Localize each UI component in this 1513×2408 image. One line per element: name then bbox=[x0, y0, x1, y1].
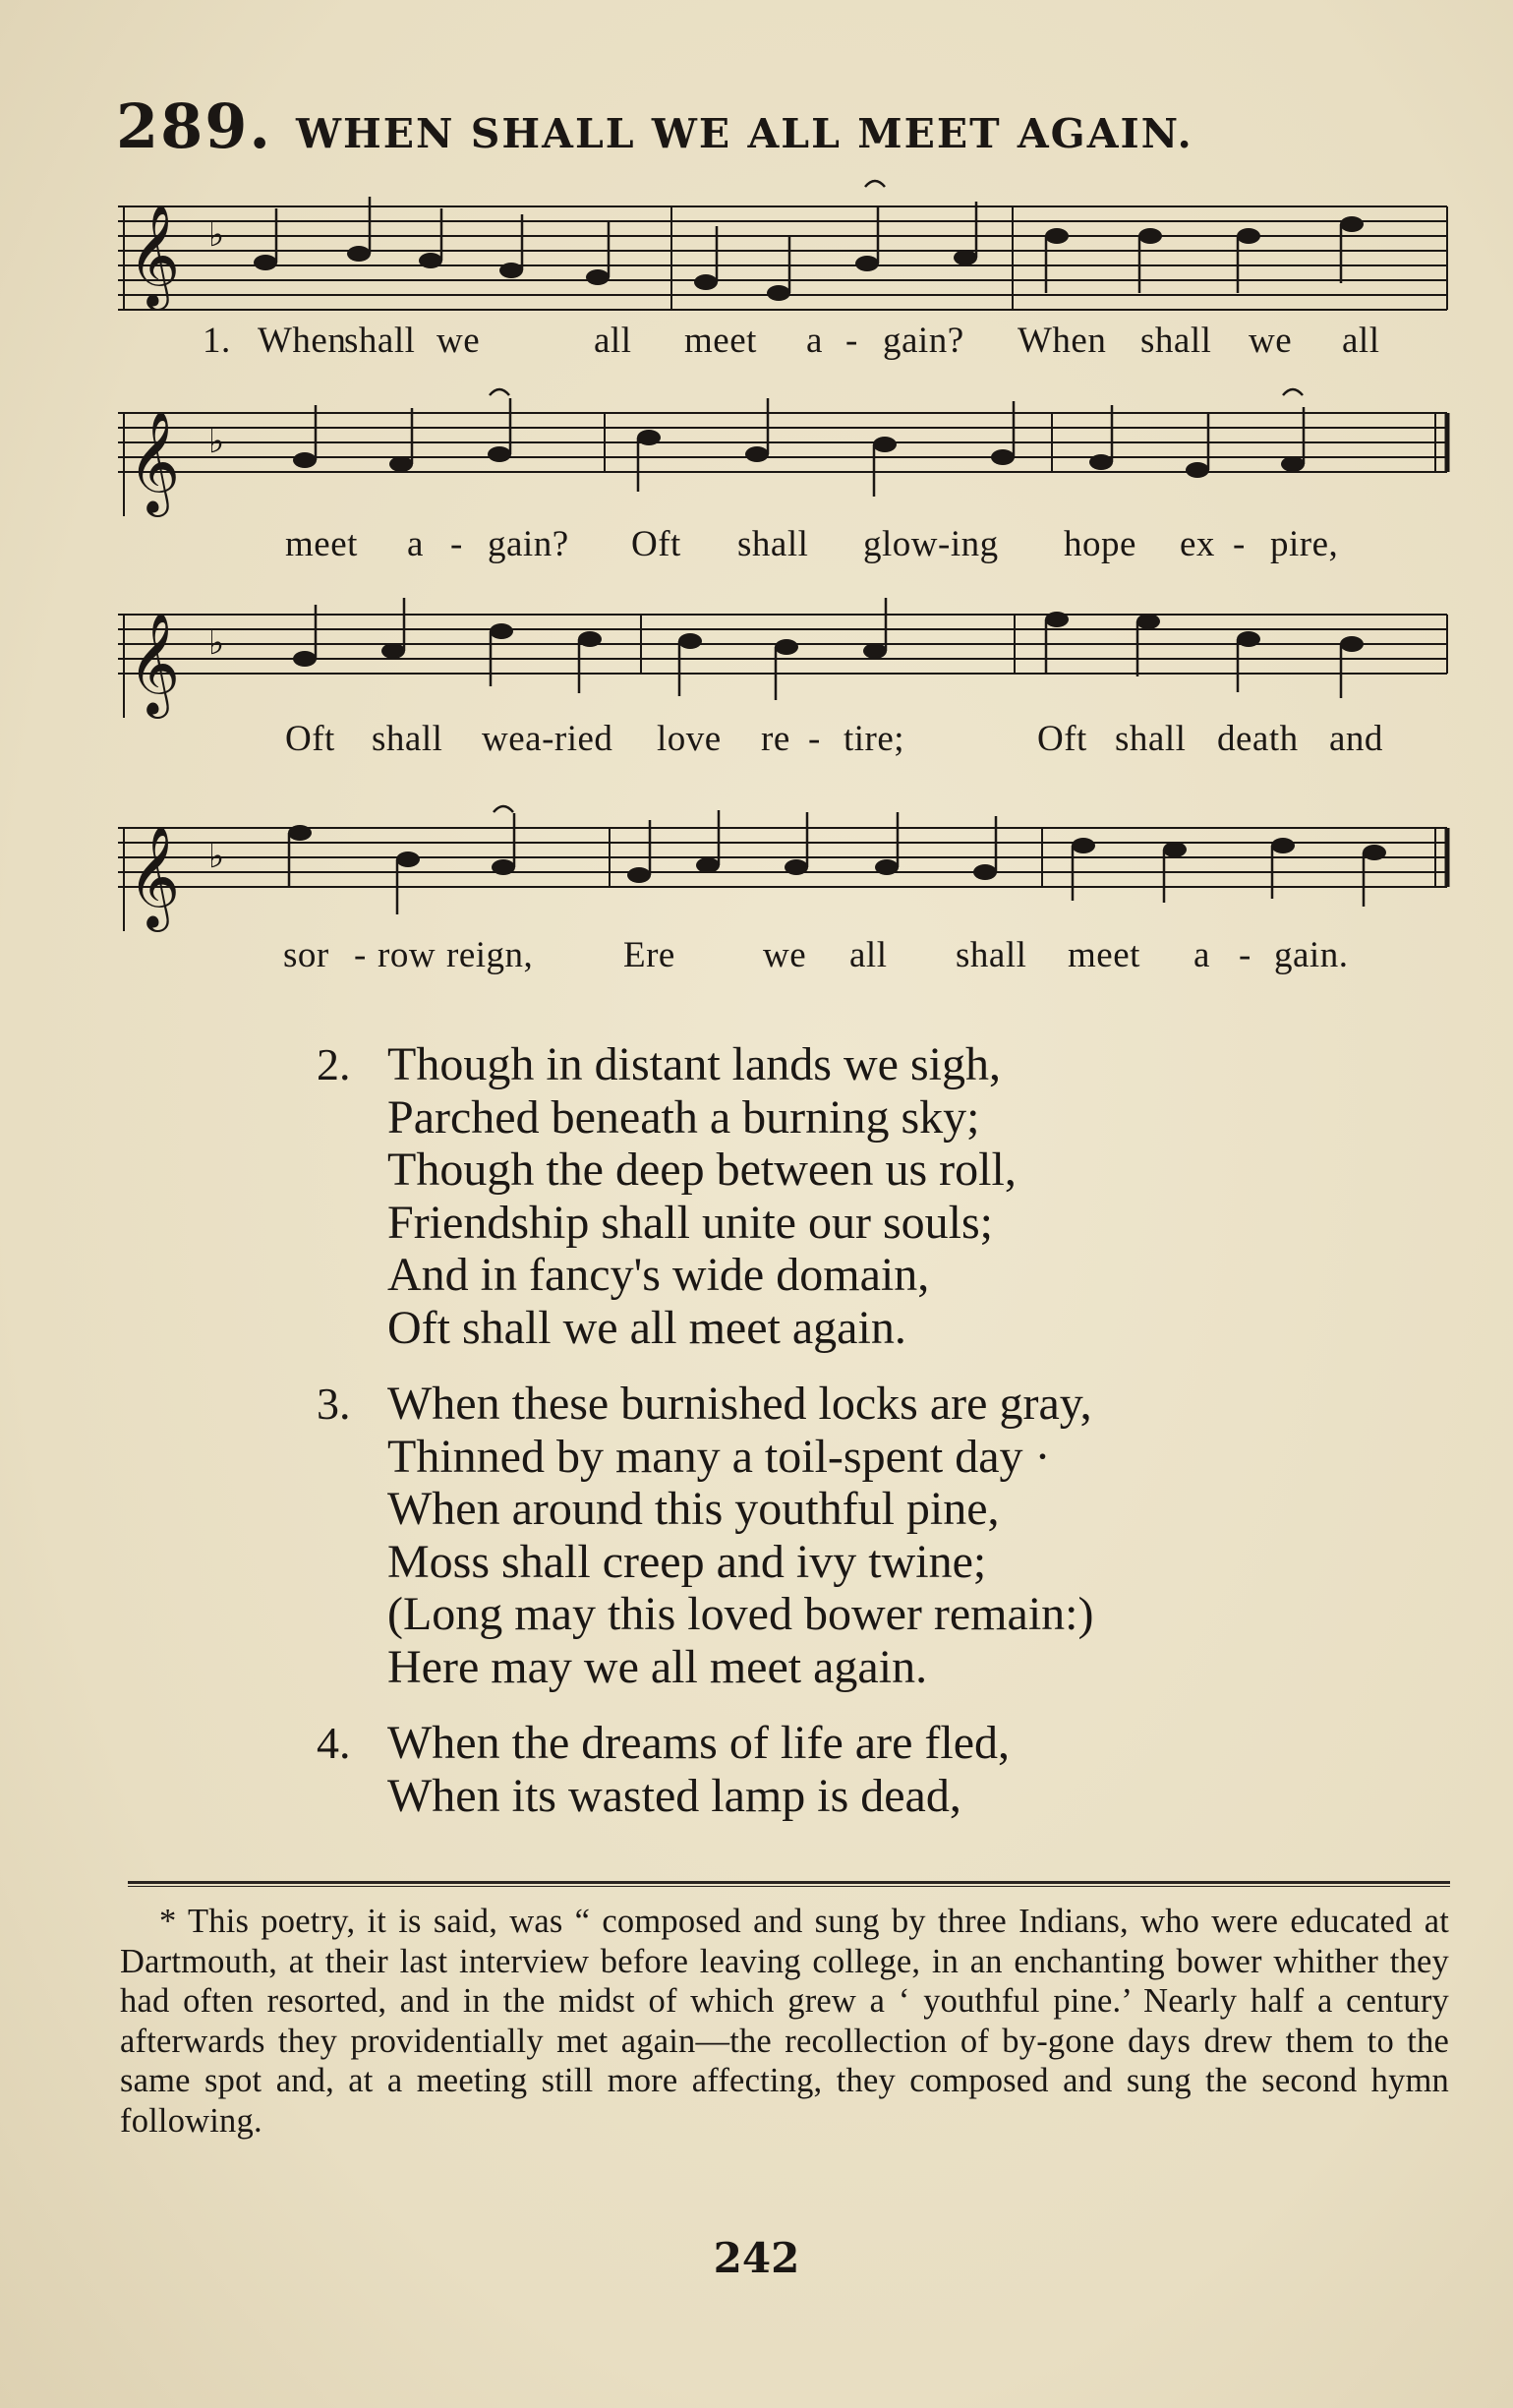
lyric-syllable: sor bbox=[283, 935, 329, 975]
hymn-number: 289. bbox=[116, 90, 273, 162]
page-number: 242 bbox=[713, 2234, 800, 2282]
lyrics-line-3 bbox=[118, 718, 1455, 763]
music-system-4 bbox=[118, 798, 1455, 995]
staff-2 bbox=[118, 383, 1455, 541]
lyric-syllable: - bbox=[1233, 524, 1246, 564]
lyric-syllable: - bbox=[1239, 935, 1251, 975]
verse-line: Oft shall we all meet again. bbox=[387, 1301, 906, 1354]
hymn-heading bbox=[116, 90, 1193, 162]
lyric-syllable: meet bbox=[1068, 935, 1140, 975]
svg-text:𝄞: 𝄞 bbox=[128, 410, 181, 513]
lyric-syllable: - bbox=[808, 719, 821, 759]
lyric-syllable: shall bbox=[372, 719, 443, 759]
footnote-divider bbox=[128, 1881, 1450, 1887]
lyric-syllable: Oft bbox=[631, 524, 681, 564]
lyric-syllable: shall bbox=[1115, 719, 1187, 759]
verse-number: 4. bbox=[317, 1718, 351, 1768]
hymn-title: WHEN SHALL WE ALL MEET AGAIN. bbox=[296, 110, 1193, 157]
verse-line: Though in distant lands we sigh, bbox=[387, 1038, 1001, 1090]
verse-number: 3. bbox=[317, 1379, 351, 1429]
verse-line: When its wasted lamp is dead, bbox=[387, 1769, 961, 1822]
lyric-syllable: a bbox=[1193, 935, 1210, 975]
svg-text:♭: ♭ bbox=[208, 215, 225, 255]
verse-line: When the dreams of life are fled, bbox=[387, 1717, 1011, 1769]
verse-line: Here may we all meet again. bbox=[387, 1640, 928, 1693]
lyric-syllable: meet bbox=[285, 524, 358, 564]
verses bbox=[317, 1038, 1398, 1846]
lyric-syllable: all bbox=[594, 321, 632, 361]
lyric-syllable: tire; bbox=[844, 719, 905, 759]
svg-text:♭: ♭ bbox=[208, 837, 225, 876]
verse-line: Thinned by many a toil-spent day · bbox=[387, 1430, 1051, 1483]
verse-2 bbox=[317, 1038, 1398, 1354]
lyric-syllable: gain? bbox=[883, 321, 964, 361]
lyric-syllable: shall bbox=[956, 935, 1027, 975]
staff-4 bbox=[118, 798, 1455, 956]
lyric-syllable: we bbox=[436, 321, 481, 361]
lyric-syllable: Oft bbox=[285, 719, 335, 759]
music-system-2 bbox=[118, 383, 1455, 580]
lyric-syllable: pire, bbox=[1270, 524, 1339, 564]
lyric-syllable: meet bbox=[684, 321, 757, 361]
lyric-syllable: all bbox=[849, 935, 888, 975]
lyrics-line-1 bbox=[118, 320, 1455, 365]
staff-1 bbox=[118, 177, 1455, 334]
lyric-syllable: - bbox=[450, 524, 463, 564]
verse-line: When around this youthful pine, bbox=[387, 1483, 1000, 1535]
music-system-3 bbox=[118, 590, 1455, 787]
lyric-syllable: death bbox=[1217, 719, 1299, 759]
lyrics-line-2 bbox=[118, 523, 1455, 568]
lyric-syllable: Oft bbox=[1037, 719, 1087, 759]
lyric-syllable: shall bbox=[344, 321, 416, 361]
lyric-syllable: reign, bbox=[446, 935, 534, 975]
lyric-syllable: gain? bbox=[488, 524, 569, 564]
svg-text:𝄞: 𝄞 bbox=[128, 612, 181, 715]
svg-text:𝄞: 𝄞 bbox=[128, 825, 181, 928]
lyric-syllable: hope bbox=[1064, 524, 1136, 564]
verse-3 bbox=[317, 1378, 1398, 1693]
lyric-syllable: - bbox=[354, 935, 367, 975]
lyric-syllable: love bbox=[657, 719, 722, 759]
verse-line: And in fancy's wide domain, bbox=[387, 1249, 930, 1301]
lyric-syllable: wea-ried bbox=[482, 719, 613, 759]
lyric-syllable: shall bbox=[1140, 321, 1212, 361]
lyrics-line-4 bbox=[118, 934, 1455, 979]
verse-4 bbox=[317, 1717, 1398, 1822]
verse-number: 2. bbox=[317, 1039, 351, 1089]
verse-line: Though the deep between us roll, bbox=[387, 1144, 1017, 1196]
lyric-syllable: we bbox=[1249, 321, 1293, 361]
lyric-syllable: Ere bbox=[623, 935, 675, 975]
svg-text:♭: ♭ bbox=[208, 422, 225, 461]
lyric-syllable: When bbox=[258, 321, 347, 361]
lyric-syllable: 1. bbox=[203, 321, 231, 361]
lyric-syllable: a bbox=[407, 524, 424, 564]
verse-line: When these burnished locks are gray, bbox=[387, 1378, 1092, 1430]
lyric-syllable: ex bbox=[1180, 524, 1215, 564]
lyric-syllable: we bbox=[763, 935, 807, 975]
svg-text:𝄞: 𝄞 bbox=[128, 204, 181, 307]
footnote-text: * This poetry, it is said, was “ composed and sung by three Indians, who were educated at Dartmouth, at their last interview before leaving college, in an enchanting bower whither they had often resorted, and in the midst of which grew a ‘ youthful pine.’ Nearly half a century afterwards they providentially met again—the recollection of by-gone days drew them to the same spot and, at a meeting still more affecting, they composed and sung the second hymn following. bbox=[120, 1903, 1449, 2140]
lyric-syllable: and bbox=[1329, 719, 1383, 759]
verse-line: Moss shall creep and ivy twine; bbox=[387, 1535, 987, 1588]
verse-line: Parched beneath a burning sky; bbox=[387, 1090, 980, 1144]
lyric-syllable: all bbox=[1342, 321, 1380, 361]
lyric-syllable: re bbox=[761, 719, 790, 759]
verse-line: (Long may this loved bower remain:) bbox=[387, 1588, 1094, 1640]
lyric-syllable: row bbox=[378, 935, 436, 975]
lyric-syllable: a bbox=[806, 321, 823, 361]
lyric-syllable: glow-ing bbox=[863, 524, 999, 564]
music-system-1 bbox=[118, 177, 1455, 374]
footnote bbox=[120, 1902, 1449, 2141]
lyric-syllable: gain. bbox=[1274, 935, 1349, 975]
lyric-syllable: - bbox=[845, 321, 858, 361]
verse-line: Friendship shall unite our souls; bbox=[387, 1196, 993, 1249]
lyric-syllable: shall bbox=[737, 524, 809, 564]
svg-text:♭: ♭ bbox=[208, 623, 225, 663]
lyric-syllable: When bbox=[1018, 321, 1107, 361]
